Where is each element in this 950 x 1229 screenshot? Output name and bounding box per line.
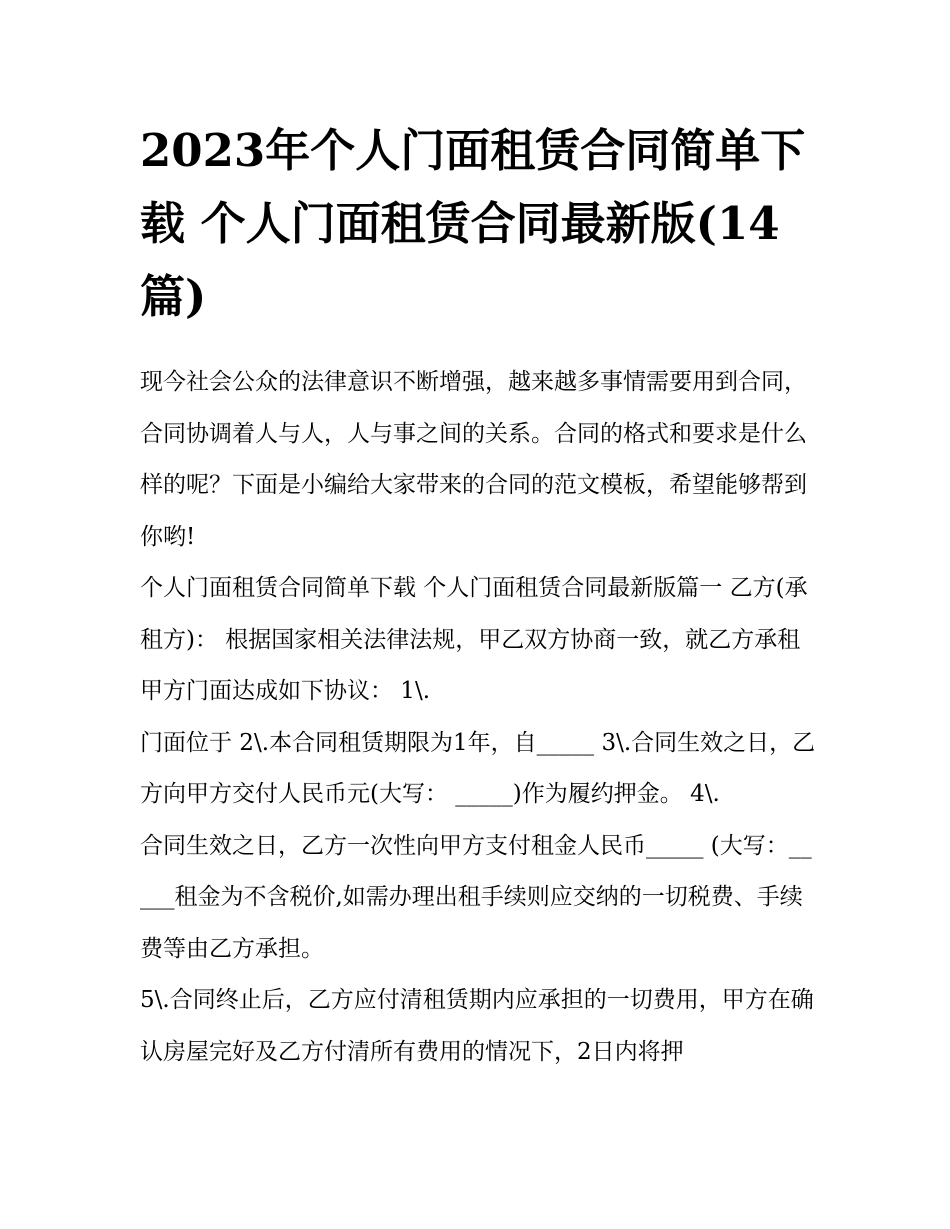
document-title: 2023年个人门面租赁合同简单下载 个人门面租赁合同最新版(14篇) xyxy=(140,124,806,323)
paragraph-clause-4: 合同生效之日，乙方一次性向甲方支付租金人民币_____ (大写：_____租金为不含税价,如需办理出租手续则应交纳的一切税费、手续费等由乙方承担。 xyxy=(140,832,812,962)
paragraph-clause-5: 5\.合同终止后，乙方应付清租赁期内应承担的一切费用，甲方在确认房屋完好及乙方付清所有费用的情况下，2日内将押 xyxy=(140,987,814,1065)
document-body xyxy=(140,357,820,1078)
paragraph-intro: 现今社会公众的法律意识不断增强，越来越多事情需要用到合同，合同协调着人与人，人与事之间的关系。合同的格式和要求是什么样的呢？下面是小编给大家带来的合同的范文模板，希望能够帮到你哟! xyxy=(140,369,807,550)
paragraph-clause-2-3: 门面位于 2\.本合同租赁期限为1年，自_____ 3\.合同生效之日，乙方向甲方交付人民币元(大写： _____)作为履约押金。 4\. xyxy=(140,729,816,807)
paragraph-contract-heading: 个人门面租赁合同简单下载 个人门面租赁合同最新版篇一 乙方(承租方)： 根据国家相关法律法规，甲乙双方协商一致，就乙方承租甲方门面达成如下协议： 1\. xyxy=(140,575,808,704)
